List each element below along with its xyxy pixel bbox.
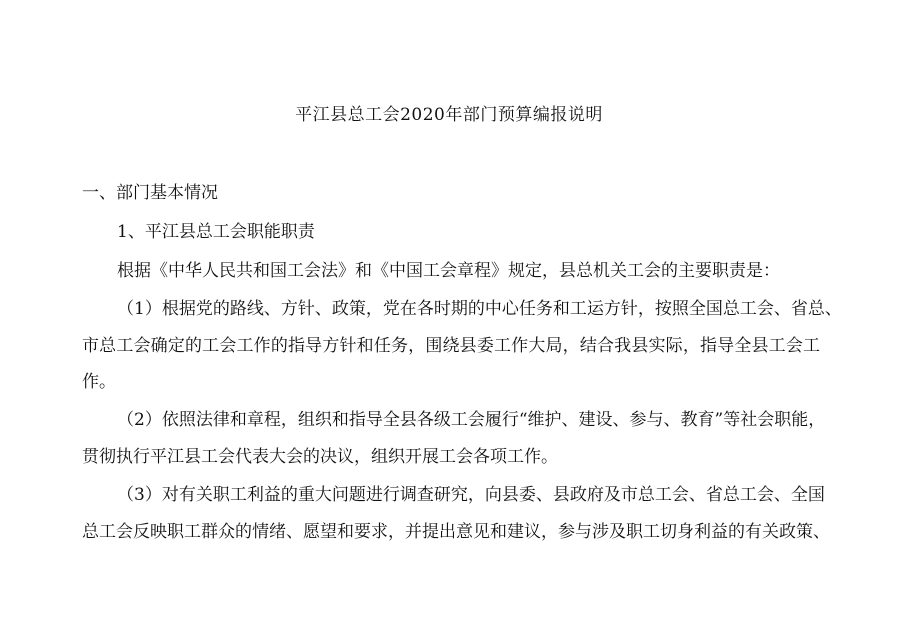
item-1-line-2: 市总工会确定的工会工作的指导方针和任务，围绕县委工作大局，结合我县实际，指导全县工会工: [82, 336, 820, 356]
item-3-line-2: 总工会反映职工群众的情绪、愿望和要求，并提出意见和建议，参与涉及职工切身利益的有关政策、: [82, 522, 830, 542]
subsection-heading: 1、平江县总工会职能职责: [117, 222, 315, 242]
item-2-line-1: （2）依照法律和章程，组织和指导全县各级工会履行“维护、建设、参与、教育”等社会职能，: [117, 410, 826, 430]
intro-paragraph: 根据《中华人民共和国工会法》和《中国工会章程》规定，县总机关工会的主要职责是：: [117, 261, 780, 281]
document-title: 平江县总工会2020年部门预算编报说明: [295, 105, 603, 125]
item-2-line-2: 贯彻执行平江县工会代表大会的决议，组织开展工会各项工作。: [82, 447, 558, 467]
section-heading: 一、部门基本情况: [82, 183, 218, 203]
item-1-line-3: 作。: [82, 372, 116, 392]
item-1-line-1: （1）根据党的路线、方针、政策，党在各时期的中心任务和工运方针，按照全国总工会、省总、: [117, 299, 842, 319]
item-3-line-1: （3）对有关职工利益的重大问题进行调查研究，向县委、县政府及市总工会、省总工会、全国: [117, 485, 825, 505]
